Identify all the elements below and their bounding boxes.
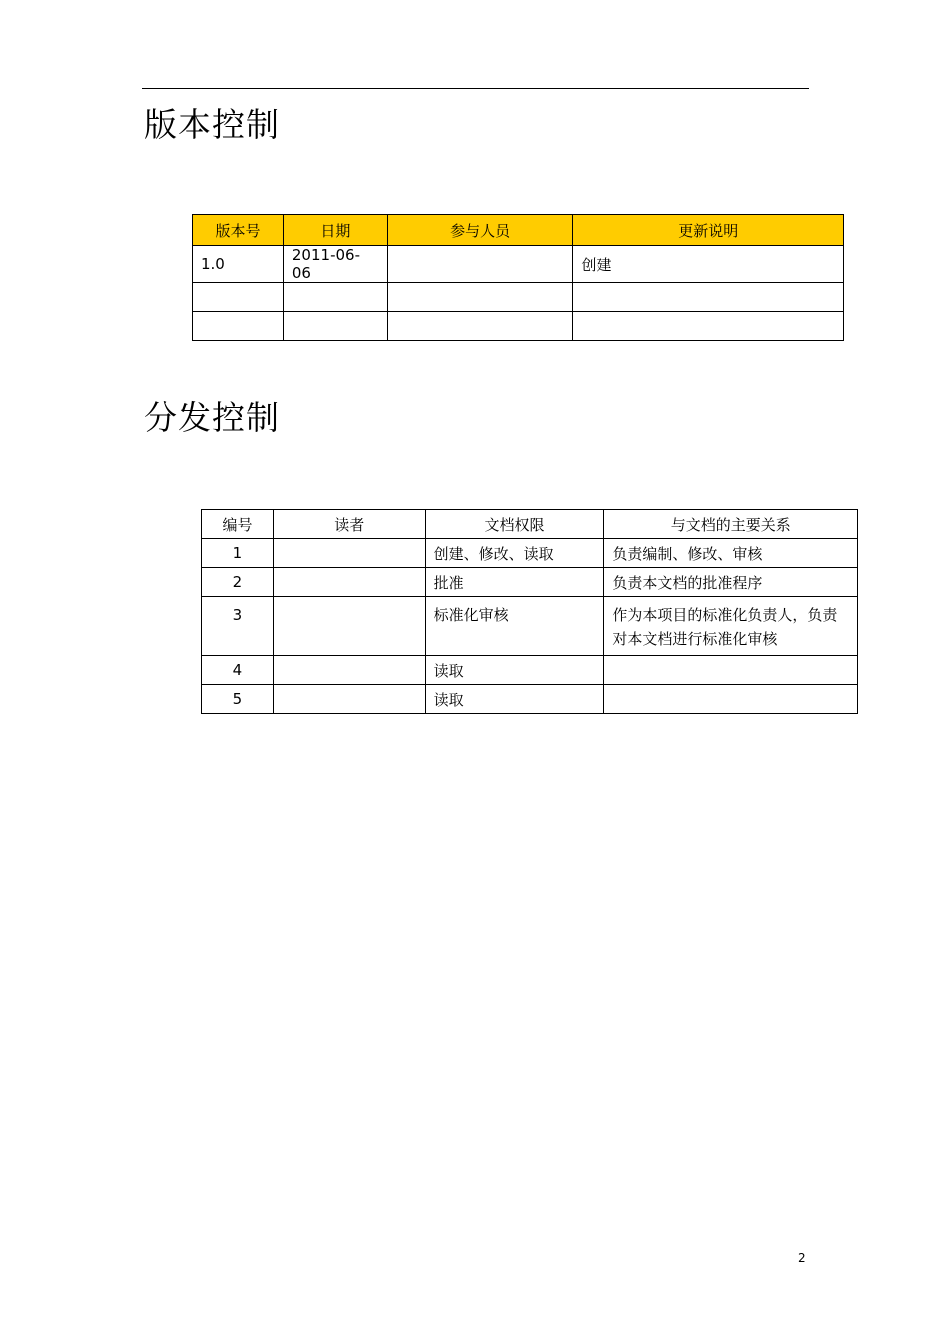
distribution-control-heading: 分发控制 [144, 398, 280, 437]
table-cell: 负责本文档的批准程序 [604, 568, 858, 597]
header-permission: 文档权限 [425, 510, 604, 539]
table-cell: 3 [202, 597, 274, 656]
header-reader: 读者 [273, 510, 425, 539]
table-cell: 创建 [573, 246, 844, 283]
table-cell [283, 283, 387, 312]
table-row [202, 685, 858, 714]
header-rule [142, 88, 809, 89]
table-cell: 1 [202, 539, 274, 568]
header-relationship: 与文档的主要关系 [604, 510, 858, 539]
table-cell: 作为本项目的标准化负责人，负责对本文档进行标准化审核 [604, 597, 858, 656]
header-number: 编号 [202, 510, 274, 539]
table-cell [387, 246, 573, 283]
table-cell [273, 656, 425, 685]
table-cell [604, 656, 858, 685]
version-table-header-row [193, 215, 844, 246]
table-row [202, 597, 858, 656]
table-cell: 读取 [425, 685, 604, 714]
version-control-heading: 版本控制 [144, 105, 280, 144]
table-row [193, 312, 844, 341]
table-row [193, 283, 844, 312]
header-version-number: 版本号 [193, 215, 284, 246]
table-cell [387, 312, 573, 341]
table-row [202, 656, 858, 685]
distribution-table [201, 509, 858, 714]
page-number: 2 [798, 1251, 806, 1265]
table-cell: 5 [202, 685, 274, 714]
table-cell: 1.0 [193, 246, 284, 283]
table-cell [573, 312, 844, 341]
table-cell: 2011-06-06 [283, 246, 387, 283]
version-table [192, 214, 844, 341]
table-cell [273, 568, 425, 597]
distribution-table-header-row [202, 510, 858, 539]
table-cell: 标准化审核 [425, 597, 604, 656]
table-cell [273, 539, 425, 568]
table-cell: 4 [202, 656, 274, 685]
table-row [193, 246, 844, 283]
table-cell [193, 312, 284, 341]
header-date: 日期 [283, 215, 387, 246]
table-cell: 创建、修改、读取 [425, 539, 604, 568]
table-row [202, 568, 858, 597]
table-cell [604, 685, 858, 714]
table-cell [193, 283, 284, 312]
table-cell: 2 [202, 568, 274, 597]
table-cell: 负责编制、修改、审核 [604, 539, 858, 568]
table-cell [283, 312, 387, 341]
table-row [202, 539, 858, 568]
table-cell [273, 685, 425, 714]
table-cell: 批准 [425, 568, 604, 597]
table-cell: 读取 [425, 656, 604, 685]
table-cell [573, 283, 844, 312]
table-cell [387, 283, 573, 312]
header-participants: 参与人员 [387, 215, 573, 246]
table-cell [273, 597, 425, 656]
header-update-notes: 更新说明 [573, 215, 844, 246]
